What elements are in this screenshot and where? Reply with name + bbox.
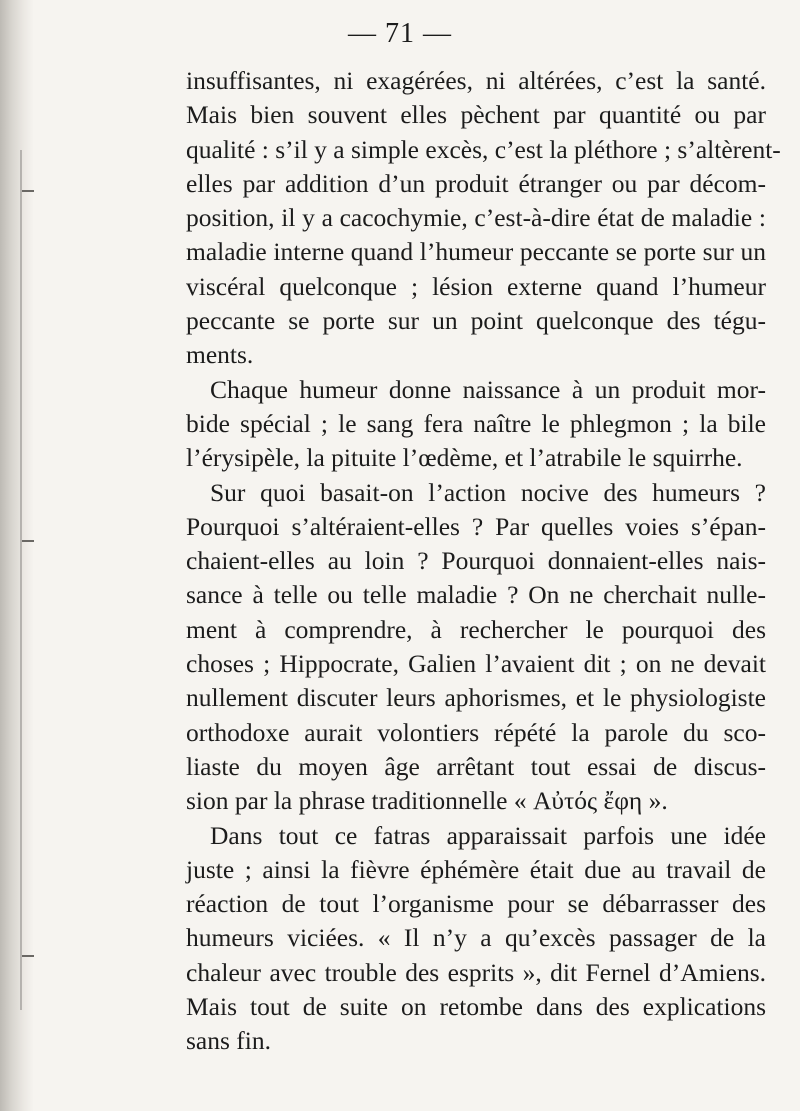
text-line: elles par addition d’un produit étranger ou par décom- (186, 168, 766, 198)
text-line: juste ; ainsi la fièvre éphémère était due au travail de (186, 854, 766, 884)
text-line: peccante se porte sur un point quelconque des tégu- (186, 306, 766, 336)
text-line: choses ; Hippocrate, Galien l’avaient dit ; on ne devait (186, 649, 766, 679)
text-line: sion par la phrase traditionnelle « Αὐτός ἔφη ». (186, 786, 668, 816)
text-line: position, il y a cacochymie, c’est-à-dire état de maladie : (186, 203, 766, 233)
text-line: Chaque humeur donne naissance à un produit mor- (210, 374, 766, 404)
text-line: Mais bien souvent elles pèchent par quantité ou par (186, 100, 766, 130)
text-line: humeurs viciées. « Il n’y a qu’excès passager de la (186, 923, 766, 953)
text-line: chaient-elles au loin ? Pourquoi donnaient-elles nais- (186, 546, 766, 576)
binding-mark (22, 955, 34, 957)
text-line: sance à telle ou telle maladie ? On ne cherchait nulle- (186, 580, 766, 610)
text-line: Pourquoi s’altéraient-elles ? Par quelles voies s’épan- (186, 511, 766, 541)
text-line: ment à comprendre, à rechercher le pourquoi des (186, 614, 766, 644)
text-line: Dans tout ce fatras apparaissait parfois une idée (210, 820, 766, 850)
text-line: ments. (186, 340, 254, 370)
text-line: sans fin. (186, 1026, 271, 1056)
text-line: bide spécial ; le sang fera naître le phlegmon ; la bile (186, 408, 766, 438)
binding-mark (22, 540, 34, 542)
text-line: Sur quoi basait-on l’action nocive des humeurs ? (210, 477, 766, 507)
body-text (186, 64, 781, 1059)
text-line: qualité : s’il y a simple excès, c’est la pléthore ; s’altèrent- (186, 134, 781, 164)
text-line: viscéral quelconque ; lésion externe quand l’humeur (186, 271, 766, 301)
text-line: orthodoxe aurait volontiers répété la parole du sco- (186, 717, 766, 747)
binding-gutter (0, 0, 34, 1111)
text-line: nullement discuter leurs aphorismes, et le physiologiste (186, 683, 766, 713)
binding-mark (22, 190, 34, 192)
text-line: chaleur avec trouble des esprits », dit Fernel d’Amiens. (186, 957, 766, 987)
page-number: — 71 — (348, 18, 452, 49)
text-line: maladie interne quand l’humeur peccante se porte sur un (186, 237, 766, 267)
text-line: Mais tout de suite on retombe dans des explications (186, 992, 766, 1022)
text-line: l’érysipèle, la pituite l’œdème, et l’atrabile le squirrhe. (186, 443, 743, 473)
text-line: réaction de tout l’organisme pour se débarrasser des (186, 889, 766, 919)
binding-edge (20, 150, 22, 1010)
text-line: liaste du moyen âge arrêtant tout essai de discus- (186, 751, 766, 781)
text-line: insuffisantes, ni exagérées, ni altérées, c’est la santé. (186, 66, 766, 95)
